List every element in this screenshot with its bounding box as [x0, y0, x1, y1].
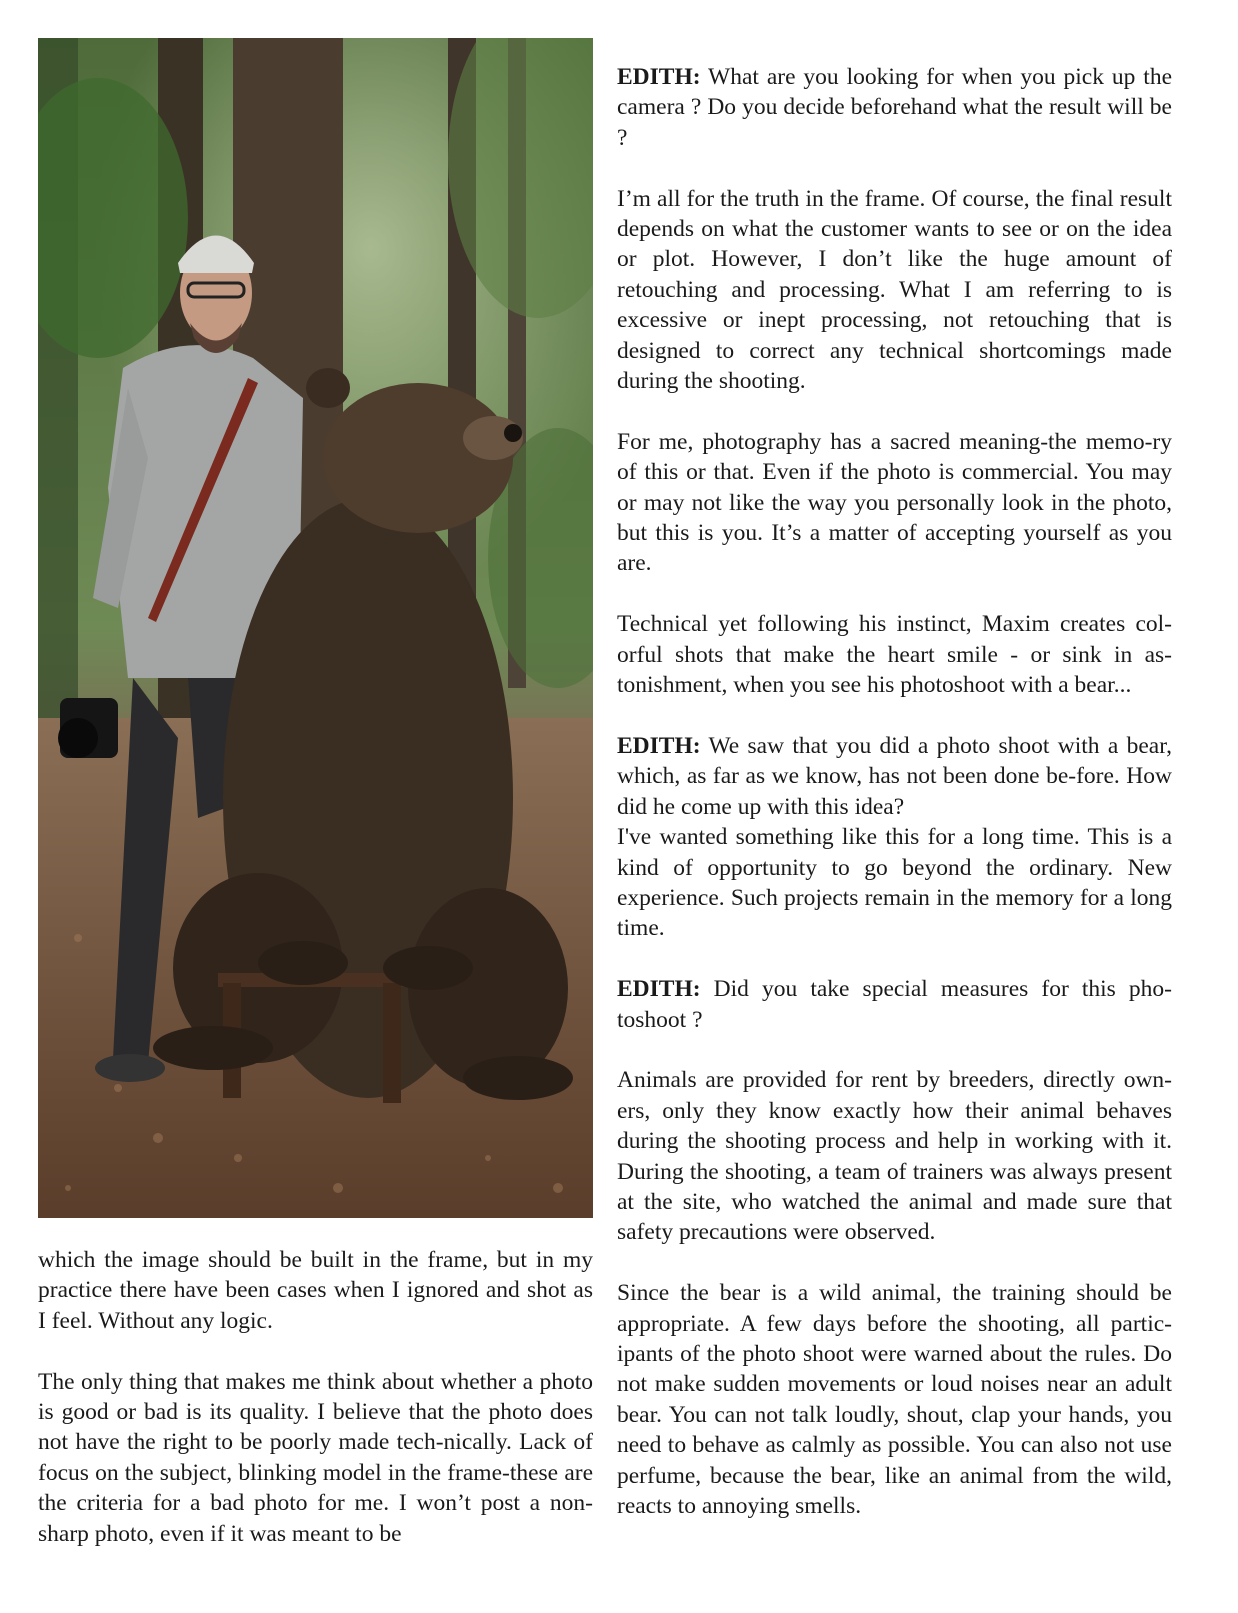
- left-paragraph-2: The only thing that makes me think about whether a photo is good or bad is its quality. I believe that the photo does not have the right to be poorly made tech-nically. Lack of focus on the subject, blinking model in the frame-these are the criteria for a bad photo for me. I won’t post a non-sharp photo, even if it was meant to be: [38, 1368, 593, 1547]
- right-column-text: [617, 62, 1172, 1521]
- question-1: [617, 62, 1172, 153]
- left-column-text: [38, 1245, 593, 1549]
- question-2-text: We saw that you did a photo shoot with a bear, which, as far as we know, has not been done be-fore. How did he come up with this idea?: [617, 732, 1172, 820]
- question-3: [617, 974, 1172, 1035]
- forest-photo-illustration: [38, 38, 593, 1218]
- intro-paragraph: Technical yet following his instinct, Maxim creates col-orful shots that make the heart smile - or sink in as-tonishment, when you see his photoshoot with a bear...: [617, 611, 1172, 699]
- photo-man-with-bear: [38, 38, 593, 1218]
- question-3-text: Did you take special measures for this pho-toshoot ?: [617, 976, 1172, 1033]
- answer-2-text: I've wanted something like this for a long time. This is a kind of opportunity to go beyond the ordinary. New experience. Such projects remain in the memory for a long time.: [617, 824, 1172, 942]
- speaker-label: EDITH:: [617, 64, 701, 90]
- left-paragraph-1: which the image should be built in the frame, but in my practice there have been cases when I ignored and shot as I feel. Without any logic.: [38, 1247, 593, 1334]
- answer-1-paragraph-1: I’m all for the truth in the frame. Of course, the final result depends on what the customer wants to see or on the idea or plot. However, I don’t like the huge amount of retouching and processing. What I am referring to is excessive or inept processing, not retouching that is designed to correct any technical shortcomings made during the shooting.: [617, 185, 1172, 395]
- question-2: [617, 731, 1172, 944]
- speaker-label: EDITH:: [617, 976, 701, 1003]
- question-1-text: What are you looking for when you pick up the camera ? Do you decide beforehand what the result will be ?: [617, 64, 1172, 151]
- answer-3-paragraph-1: Animals are provided for rent by breeders, directly own-ers, only they know exactly how their animal behaves during the shooting process and help in working with it. During the shooting, a team of trainers was always present at the site, who watched the animal and made sure that safety precautions were observed.: [617, 1067, 1172, 1246]
- speaker-label: EDITH:: [617, 732, 701, 759]
- answer-1-paragraph-2: For me, photography has a sacred meaning-the memo-ry of this or that. Even if the photo is commercial. You may or may not like the way you personally look in the photo, but this is you. It’s a matter of accepting yourself as you are.: [617, 428, 1172, 577]
- answer-3-paragraph-2: Since the bear is a wild animal, the training should be appropriate. A few days before the shooting, all partic-ipants of the photo shoot were warned about the rules. Do not make sudden movements or loud noises near an adult bear. You can not talk loudly, shout, clap your hands, you need to behave as calmly as possible. You can also not use perfume, because the bear, like an animal from the wild, reacts to annoying smells.: [617, 1280, 1172, 1519]
